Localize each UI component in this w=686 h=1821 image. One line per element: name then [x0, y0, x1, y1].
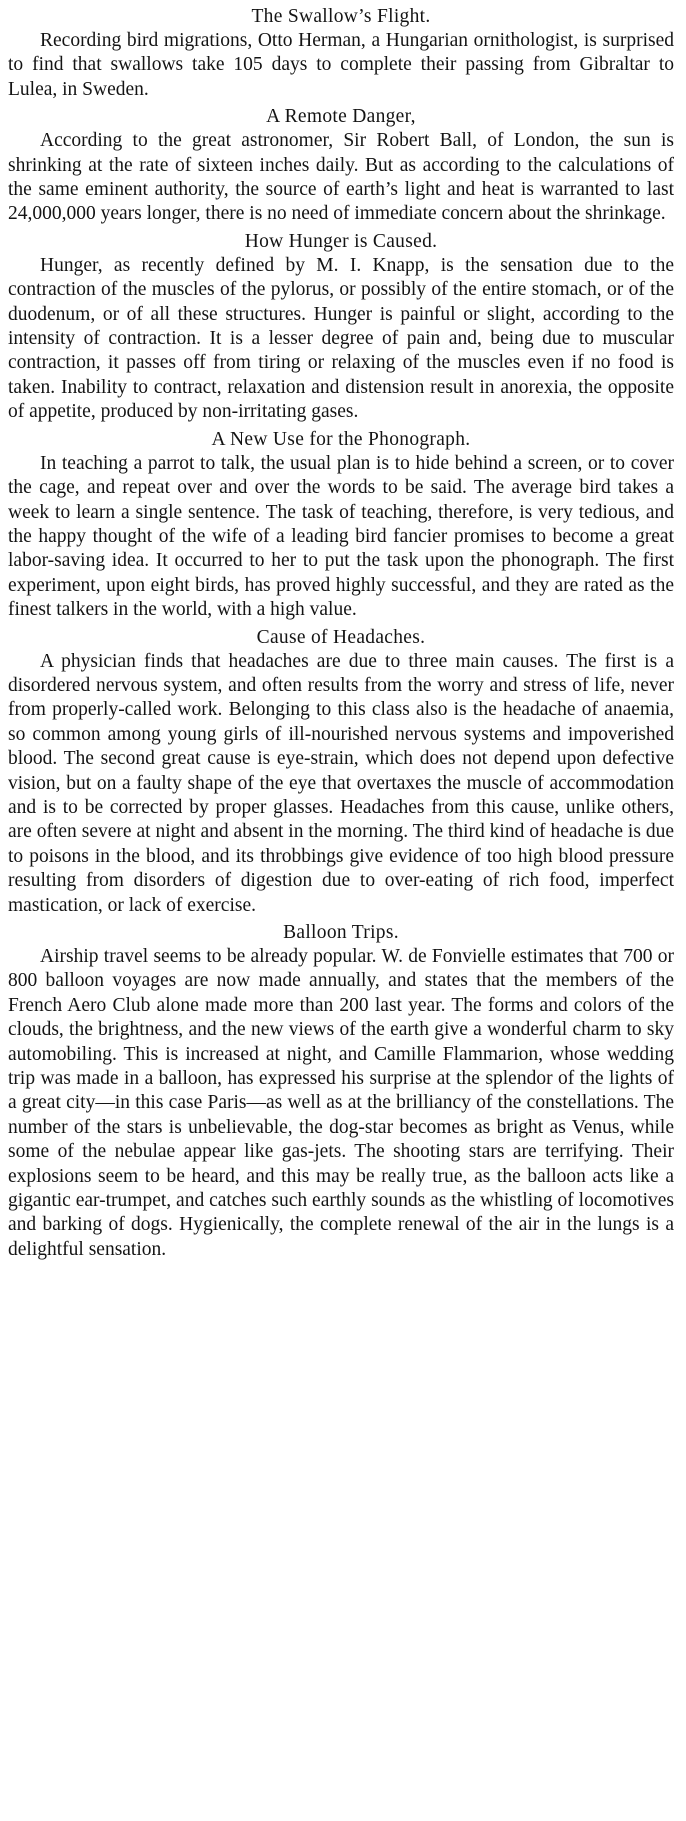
article-title: Cause of Headaches. — [256, 626, 426, 648]
article-swallows-flight — [8, 4, 674, 102]
article-body: Hunger, as recently defined by M. I. Knapp, is the sensation due to the contraction of the muscles of the pylorus, or possibly of the entire stomach, or of the duodenum, or of all these structures. Hunger is painful or slight, according to the intensity of contraction. It is a lesser degree of pain and, being due to muscular contraction, it passes off from tiring or relaxing of the muscles even if no food is taken. Inability to contract, relaxation and distension result in anorexia, the opposite of appetite, produced by non-irritating gases. — [8, 254, 674, 423]
article-body: According to the great astronomer, Sir Robert Ball, of London, the sun is shrinking at the rate of sixteen inches daily. But as according to the calculations of the same eminent authority, the source of earth’s light and heat is warranted to last 24,000,000 years longer, there is no need of immediate concern about the shrinkage. — [8, 130, 674, 225]
article-hunger — [8, 229, 674, 425]
article-body: Recording bird migrations, Otto Herman, a Hungarian ornithologist, is surprised to find that swallows take 105 days to complete their passing from Gibraltar to Lulea, in Sweden. — [8, 30, 674, 100]
article-title: How Hunger is Caused. — [244, 230, 438, 252]
article-title: A Remote Danger, — [266, 106, 416, 128]
article-title: A New Use for the Phonograph. — [211, 428, 471, 450]
article-title: Balloon Trips. — [283, 922, 399, 943]
article-body: In teaching a parrot to talk, the usual plan is to hide behind a screen, or to cover the cage, and repeat over and over the words to be said. The average bird takes a week to learn a single sentence. The task of teaching, therefore, is very tedious, and the happy thought of the wife of a leading bird fancier promises to become a great labor-saving idea. It occurred to her to put the task upon the phonograph. The first experiment, upon eight birds, has proved highly successful, and they are rated as the finest talkers in the world, with a high value. — [8, 452, 674, 621]
article-balloon-trips — [8, 920, 674, 1262]
article-body: A physician finds that headaches are due to three main causes. The first is a disordered nervous system, and often results from the worry and stress of life, never from properly-called work. Belonging to this class also is the headache of anaemia, so common among young girls of ill-nourished nervous systems and impoverished blood. The second great cause is eye-strain, which does not depend upon defective vision, but on a faulty shape of the eye that overtaxes the muscle of accommodation and is to be corrected by proper glasses. Headaches from this cause, unlike others, are often severe at night and absent in the morning. The third kind of headache is due to poisons in the blood, and its throbbings give evidence of too high blood pressure resulting from disorders of digestion due to over-eating of rich food, imperfect mastication, or lack of exercise. — [8, 650, 674, 916]
article-title: The Swallow’s Flight. — [251, 6, 431, 27]
article-body: Airship travel seems to be already popular. W. de Fonvielle estimates that 700 or 800 balloon voyages are now made annually, and states that the members of the French Aero Club alone made more than 200 last year. The forms and colors of the clouds, the brightness, and the new views of the earth give a wonderful charm to sky automobiling. This is increased at night, and Camille Flammarion, whose wedding trip was made in a balloon, has expressed his surprise at the splendor of the lights of a great city—in this case Paris—as well as at the brilliancy of the constellations. The number of the stars is unbelievable, the dog-star becomes as bright as Venus, while some of the nebulae appear like gas-jets. The shooting stars are terrifying. Their explosions seem to be heard, and this may be really true, as the balloon acts like a gigantic ear-trumpet, and catches such earthly sounds as the whistling of locomotives and barking of dogs. Hygienically, the complete renewal of the air in the lungs is a delightful sensation. — [8, 946, 674, 1260]
article-phonograph — [8, 427, 674, 623]
article-remote-danger — [8, 104, 674, 227]
article-headaches — [8, 625, 674, 918]
